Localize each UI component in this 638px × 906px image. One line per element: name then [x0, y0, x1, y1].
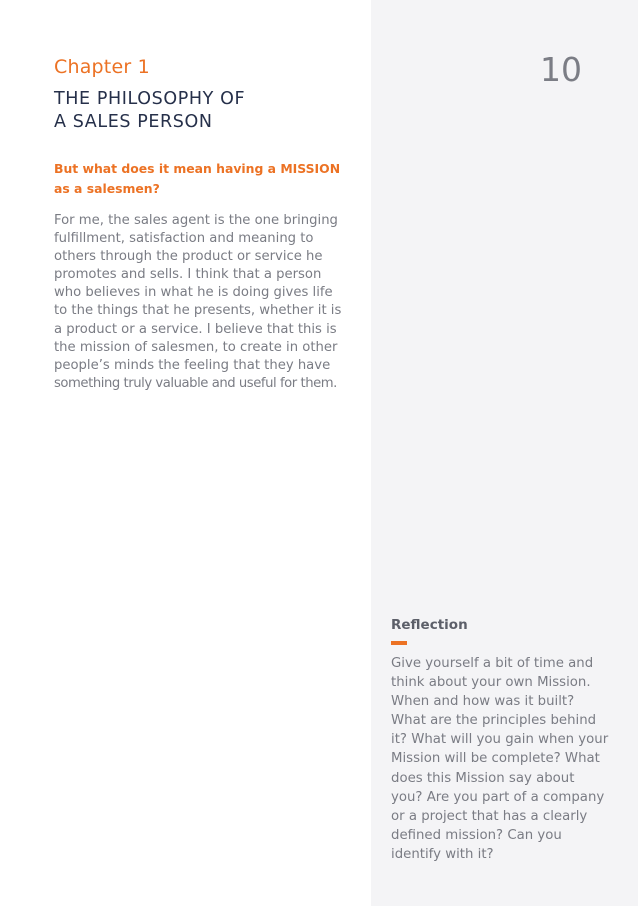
body-line: others through the product or service he	[54, 249, 323, 265]
body-line: something truly valuable and useful for them.	[54, 375, 337, 391]
body-line: a product or a service. I believe that this is	[54, 321, 337, 337]
chapter-title	[54, 88, 354, 134]
body-line: the mission of salesmen, to create in other	[54, 339, 338, 355]
reflection-line: you? Are you part of a company	[391, 789, 605, 805]
reflection-line: or a project that has a clearly	[391, 808, 588, 824]
reflection-text	[391, 654, 626, 864]
reflection-line: Give yourself a bit of time and	[391, 656, 594, 671]
body-line: For me, the sales agent is the one bringing	[54, 213, 338, 228]
page-number: 10	[540, 50, 582, 89]
reflection-line: When and how was it built?	[391, 694, 575, 710]
chapter-label: Chapter 1	[54, 56, 150, 78]
reflection-line: Mission will be complete? What	[391, 751, 600, 767]
section-question-line: as a salesmen?	[54, 181, 160, 196]
reflection-heading: Reflection	[391, 617, 468, 633]
body-line: people’s minds the feeling that they have	[54, 357, 331, 373]
reflection-line: identify with it?	[391, 846, 494, 862]
body-line: fulfillment, satisfaction and meaning to	[54, 231, 314, 247]
chapter-title-line: A SALES PERSON	[54, 112, 213, 132]
body-paragraph	[54, 212, 364, 393]
section-question	[54, 159, 359, 199]
reflection-line: does this Mission say about	[391, 770, 575, 786]
body-line: to the things that he presents, whether it is	[54, 303, 342, 319]
reflection-line: it? What will you gain when your	[391, 732, 609, 748]
chapter-title-line: THE PHILOSOPHY OF	[54, 89, 246, 109]
body-line: who believes in what he is doing gives life	[54, 285, 333, 301]
reflection-line: What are the principles behind	[391, 713, 597, 729]
reflection-line: think about your own Mission.	[391, 675, 591, 691]
section-question-line: But what does it mean having a MISSION	[54, 161, 341, 176]
reflection-accent-dash	[391, 641, 407, 645]
reflection-line: defined mission? Can you	[391, 827, 562, 843]
body-line: promotes and sells. I think that a person	[54, 267, 322, 283]
